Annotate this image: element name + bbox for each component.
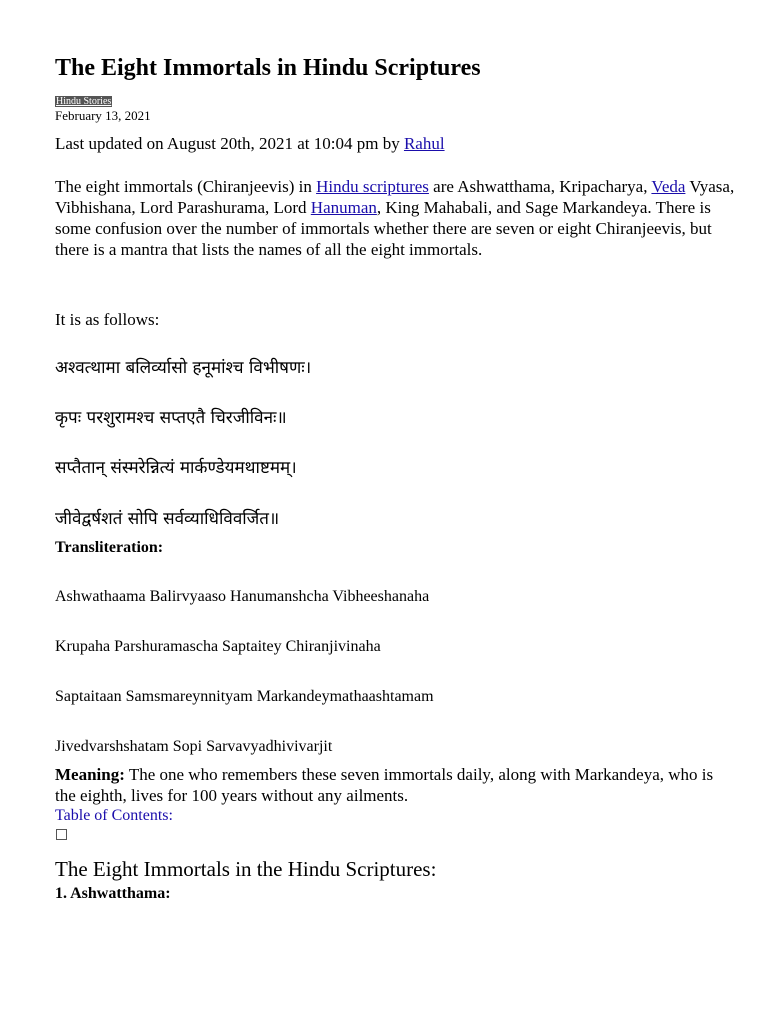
- transliteration-line-2: Krupaha Parshuramascha Saptaitey Chiranjivinaha: [55, 638, 381, 655]
- intro-paragraph: [55, 176, 735, 260]
- intro-text-1: The eight immortals (Chiranjeevis) in: [55, 177, 317, 196]
- mantra-line-3: सप्तैतान् संस्मरेन्नित्यं मार्कण्डेयमथाष्टमम्।: [55, 458, 297, 478]
- table-of-contents-label[interactable]: Table of Contents:: [55, 807, 173, 824]
- section-heading: The Eight Immortals in the Hindu Scriptures:: [55, 857, 437, 881]
- intro-text-3: Vyasa, Vibhishana, Lord Parashurama, Lord: [55, 177, 735, 217]
- last-updated-line: [55, 134, 445, 154]
- meaning-paragraph: [55, 764, 735, 806]
- intro-text-4: , King Mahabali, and Sage Markandeya. There is some confusion over the number of immortals whether there are seven or eight Chiranjeevis, but there is a mantra that lists the names of all the eight immortals.: [55, 198, 712, 259]
- hanuman-link[interactable]: Hanuman: [310, 198, 377, 217]
- follows-text: It is as follows:: [55, 310, 160, 329]
- veda-link[interactable]: Veda: [651, 177, 686, 196]
- author-link[interactable]: Rahul: [403, 134, 445, 153]
- toc-toggle-checkbox[interactable]: [56, 829, 67, 840]
- intro-text-2: are Ashwatthama, Kripacharya,: [428, 177, 652, 196]
- page-title: The Eight Immortals in Hindu Scriptures: [55, 55, 481, 81]
- transliteration-label: Transliteration:: [55, 539, 164, 556]
- mantra-line-4: जीवेद्वर्षशतं सोपि सर्वव्याधिविवर्जित॥: [55, 509, 280, 529]
- mantra-line-1: अश्वत्थामा बलिर्व्यासो हनूमांश्च विभीषणः।: [55, 358, 312, 378]
- transliteration-line-1: Ashwathaama Balirvyaaso Hanumanshcha Vibheeshanaha: [55, 588, 430, 605]
- transliteration-line-4: Jivedvarshshatam Sopi Sarvavyadhivivarjit: [55, 738, 333, 755]
- publish-date: February 13, 2021: [55, 108, 151, 123]
- meaning-label: Meaning:: [55, 765, 125, 784]
- meaning-text: The one who remembers these seven immortals daily, along with Markandeya, who is the eighth, lives for 100 years without any ailments.: [55, 765, 714, 805]
- mantra-line-2: कृपः परशुरामश्च सप्तएतै चिरजीविनः॥: [55, 408, 287, 428]
- sub-heading: 1. Ashwatthama:: [55, 885, 171, 902]
- transliteration-line-3: Saptaitaan Samsmareynnityam Markandeymathaashtamam: [55, 688, 434, 705]
- category-tag[interactable]: Hindu Stories: [56, 96, 112, 107]
- hindu-scriptures-link[interactable]: Hindu scriptures: [316, 177, 429, 196]
- last-updated-text: Last updated on August 20th, 2021 at 10:04 pm by: [55, 134, 404, 153]
